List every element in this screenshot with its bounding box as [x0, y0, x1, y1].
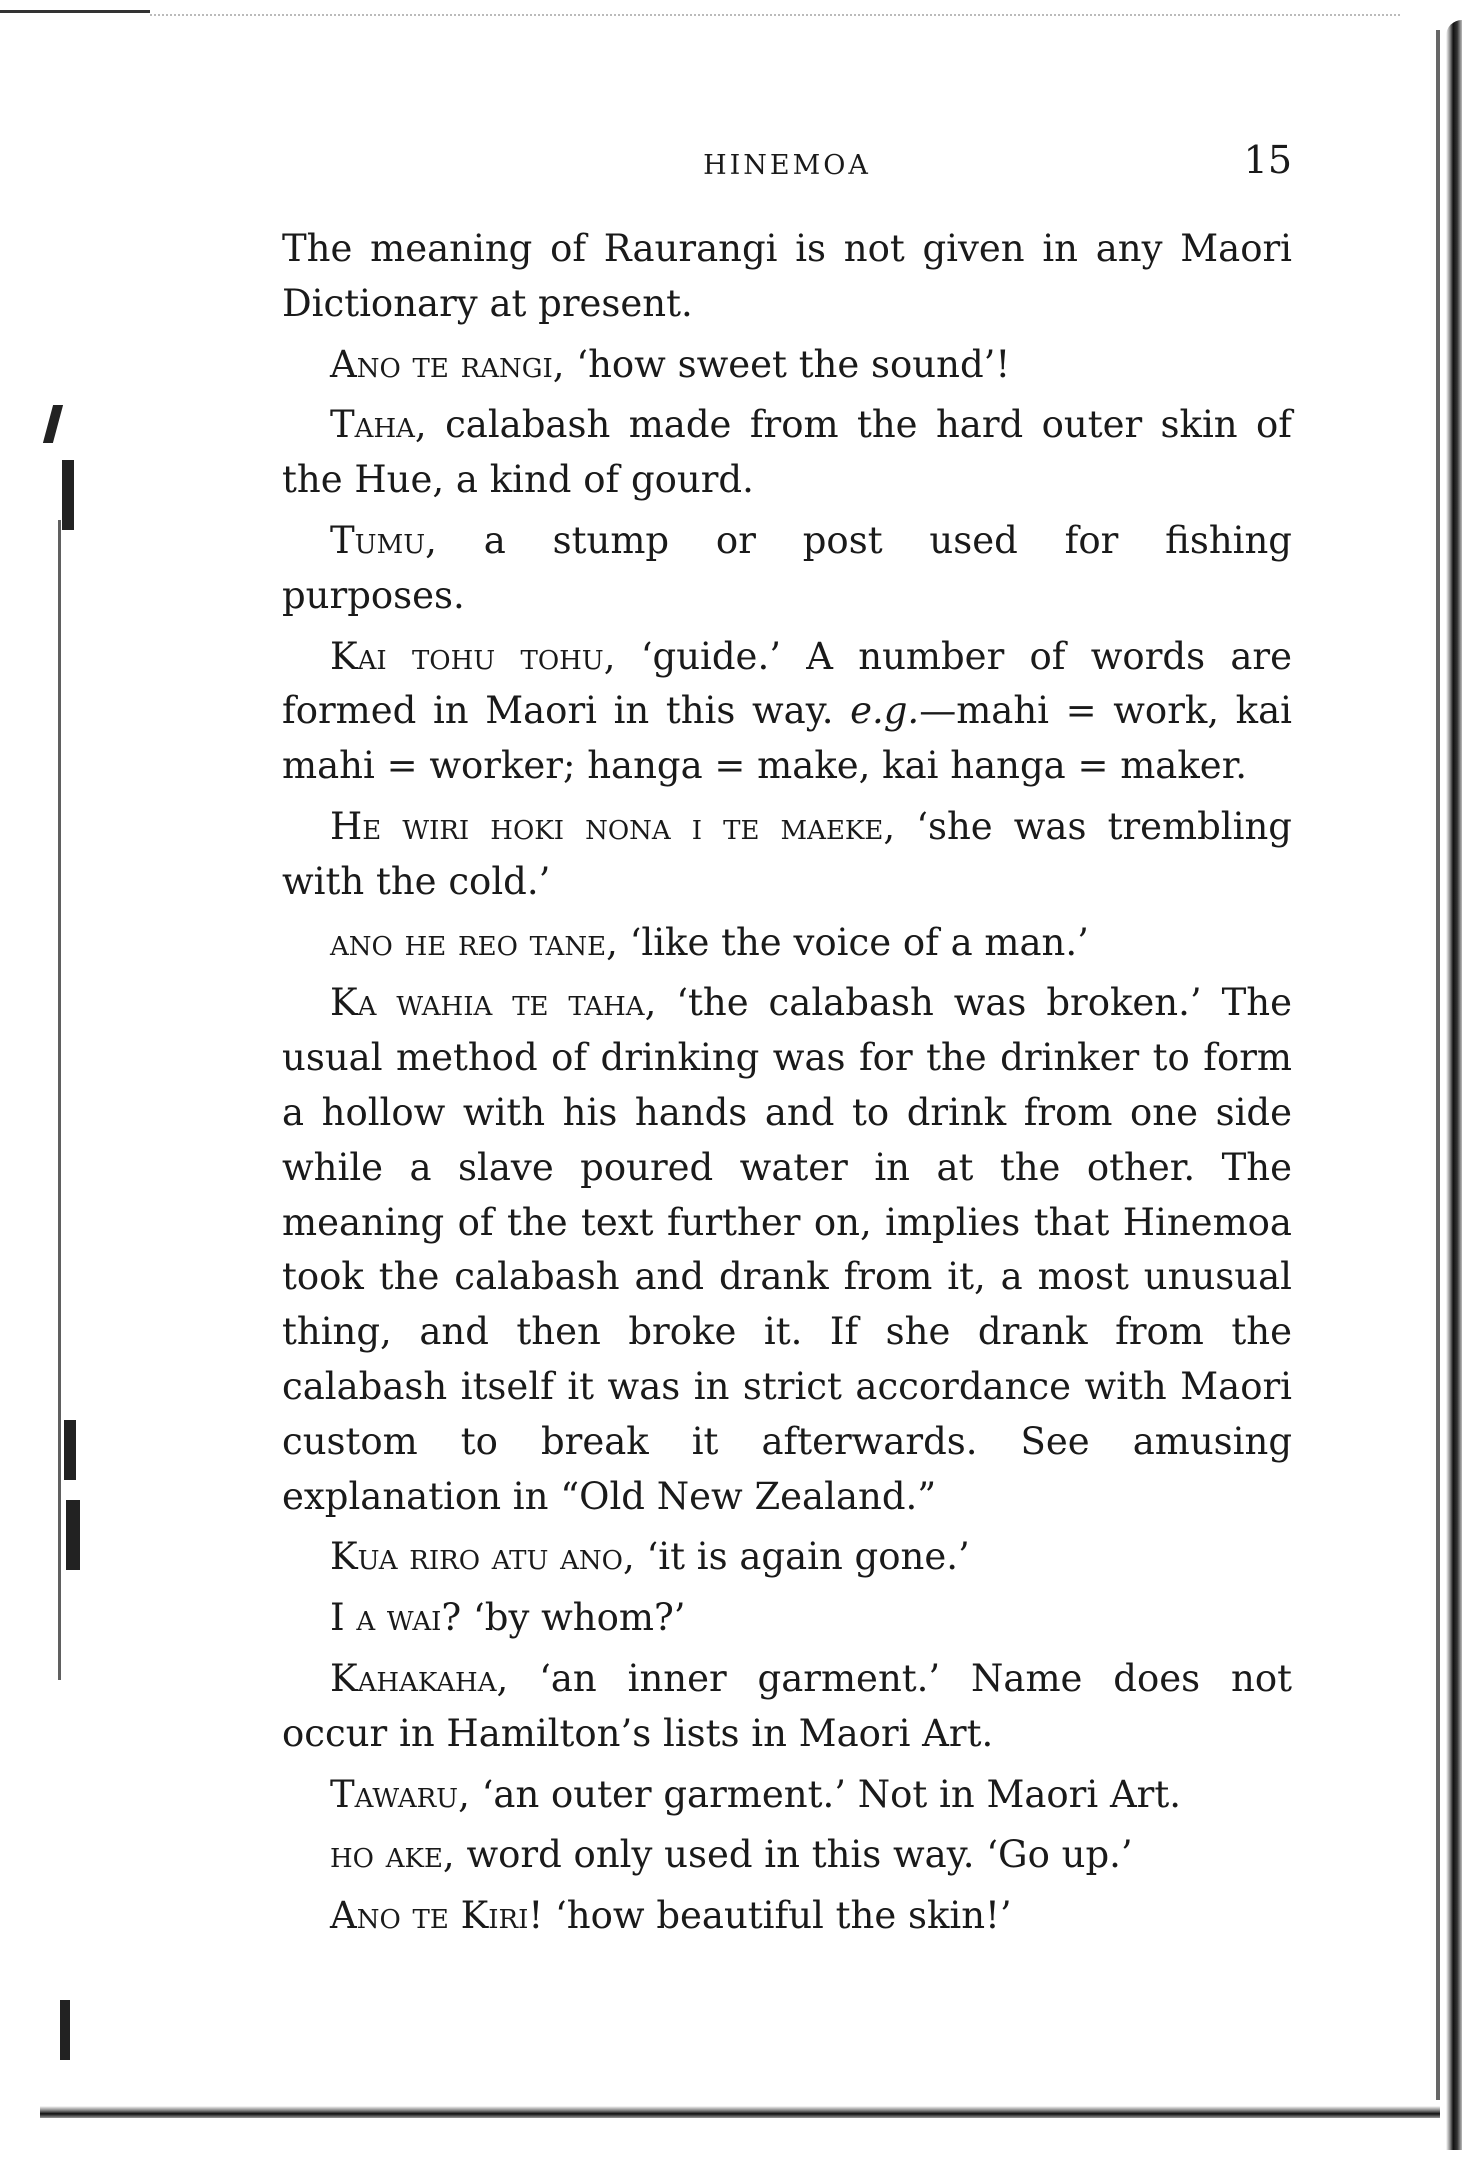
gloss-entry: [282, 916, 1292, 971]
gloss-entry: [282, 398, 1292, 508]
gloss-entry: [282, 630, 1292, 794]
binding-mark: [60, 2000, 70, 2060]
page-number: 15: [1243, 138, 1292, 182]
gloss-entry: [282, 1768, 1292, 1823]
binding-mark: [64, 1420, 76, 1480]
gloss-entry: [282, 1652, 1292, 1762]
gloss-text: ‘how sweet the sound’!: [564, 342, 1011, 386]
gloss-entry: [282, 338, 1292, 393]
gloss-term: I a wai?: [330, 1596, 462, 1640]
paragraph: [282, 222, 1292, 332]
binding-mark: [66, 1500, 80, 1570]
gloss-term: ano he reo tane,: [330, 920, 618, 964]
scan-top-dotted-line: [150, 14, 1400, 16]
gloss-text: —mahi = work, kai mahi = worker; hanga = make, kai hanga = maker.: [282, 689, 1292, 788]
page-header: [282, 138, 1292, 210]
gloss-entry: [282, 1591, 1292, 1646]
gloss-entry: [282, 1889, 1292, 1944]
gloss-text: ‘the calabash was broken.’ The usual method of drinking was for the drinker to form a hollow with his hands and to drink from one side while a slave poured water in at the other. The meaning of the text further on, implies that Hinemoa took the calabash and drank from it, a most unusual thing, and then broke it. If she drank from the calabash itself it was in strict accordance with Maori custom to break it afterwards. See amusing explanation in “Old New Zealand.”: [282, 981, 1292, 1518]
binding-mark: [43, 405, 63, 443]
gloss-entry: [282, 514, 1292, 624]
gloss-term: Taha,: [330, 403, 427, 447]
gloss-term: Tumu,: [330, 518, 437, 562]
gloss-term: Ka wahia te taha,: [330, 981, 657, 1025]
gloss-entry: [282, 976, 1292, 1524]
gloss-term: Kai tohu tohu,: [330, 634, 616, 678]
paragraph-text: The meaning of Raurangi is not given in any Maori Dictionary at present.: [282, 227, 1292, 325]
gloss-term: Ano te Kiri!: [330, 1894, 544, 1938]
gloss-term: Tawaru,: [330, 1772, 470, 1816]
binding-mark: [62, 460, 74, 530]
page-right-edge-line: [1436, 30, 1440, 2100]
gloss-term: ho ake,: [330, 1833, 455, 1877]
gloss-italic: e.g.: [850, 689, 920, 733]
gloss-text: a stump or post used for fishing purposes.: [282, 518, 1292, 617]
gloss-text: ‘it is again gone.’: [634, 1535, 970, 1579]
gloss-text: ‘an outer garment.’ Not in Maori Art.: [469, 1772, 1181, 1816]
page-right-edge-shadow: [1446, 20, 1462, 2150]
gloss-text: ‘how beautiful the skin!’: [543, 1894, 1012, 1938]
page-body: [282, 222, 1292, 1950]
gloss-text: ‘like the voice of a man.’: [617, 920, 1089, 964]
gloss-text: ‘guide.’ A number of words are formed in Maori in this way.: [282, 634, 1292, 733]
running-head: HINEMOA: [703, 150, 871, 181]
scan-top-rule: [0, 10, 150, 13]
page-bottom-edge-shadow: [40, 2106, 1440, 2118]
gloss-term: Kua riro atu ano,: [330, 1535, 635, 1579]
gloss-text: ‘by whom?’: [461, 1596, 686, 1640]
gloss-term: He wiri hoki nona i te maeke,: [330, 804, 896, 848]
gloss-entry: [282, 800, 1292, 910]
gloss-text: calabash made from the hard outer skin of the Hue, a kind of gourd.: [282, 403, 1292, 502]
gloss-term: Ano te rangi,: [330, 342, 565, 386]
gloss-entry: [282, 1530, 1292, 1585]
binding-gutter-line: [58, 520, 61, 1680]
gloss-entry: [282, 1828, 1292, 1883]
gloss-text: ‘an inner garment.’ Name does not occur in Hamilton’s lists in Maori Art.: [282, 1656, 1292, 1755]
gloss-text: ‘she was trembling with the cold.’: [282, 804, 1292, 903]
gloss-text: word only used in this way. ‘Go up.’: [454, 1833, 1133, 1877]
gloss-term: Kahakaha,: [330, 1656, 509, 1700]
